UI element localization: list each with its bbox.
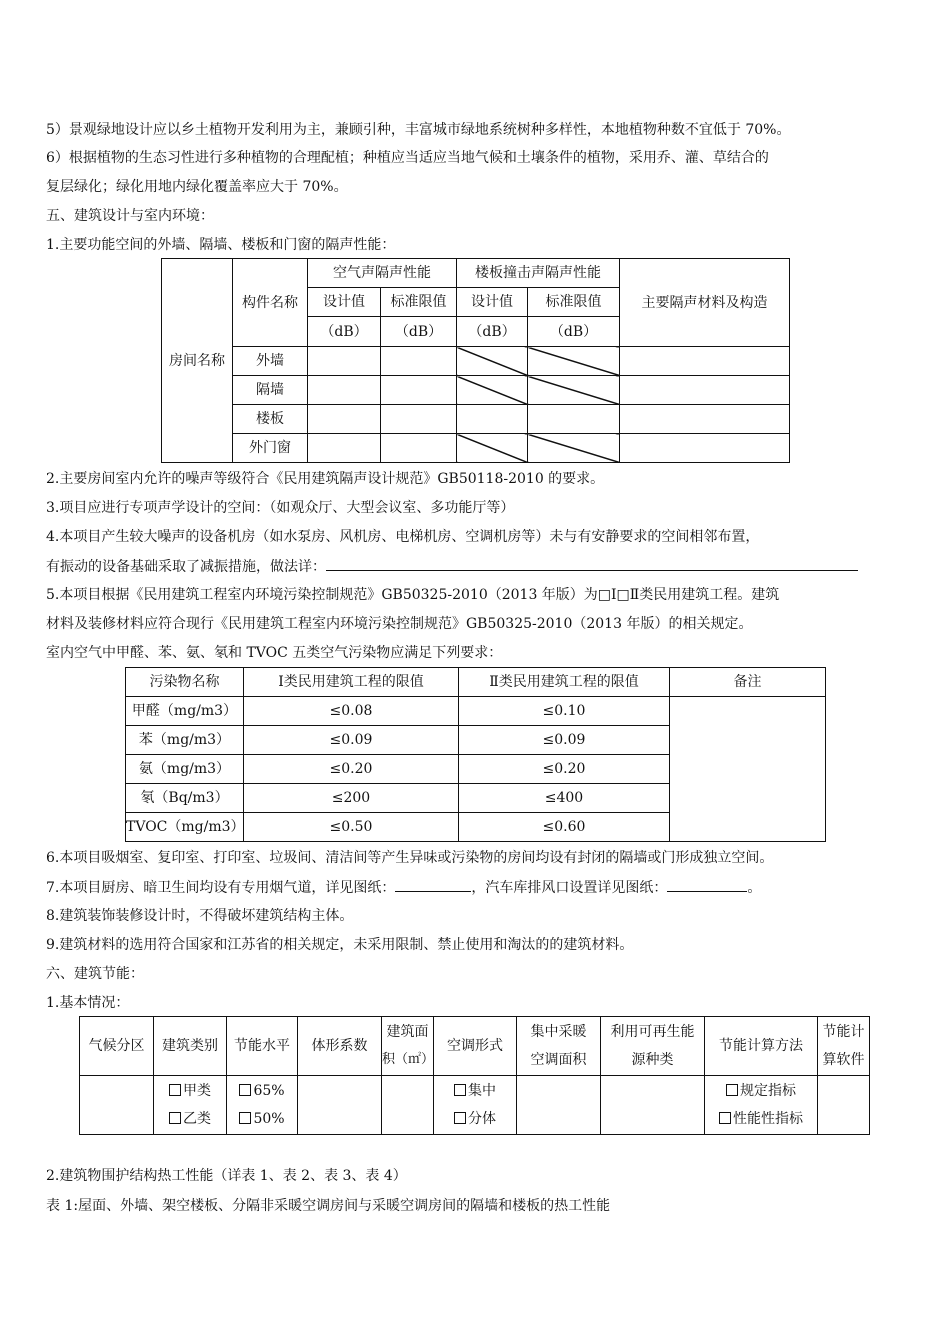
limit-class1: ≤0.08 [244,697,459,726]
room-name-cell: 房间名称 [162,259,233,463]
header-ac-form: 空调形式 [434,1017,517,1076]
item-5-2: 2.主要房间室内允许的噪声等级符合《民用建筑隔声设计规范》GB50118-2010 的要求。 [46,471,605,487]
cell-slash [457,347,528,376]
cell [381,434,457,463]
cell [308,434,381,463]
header-central-b: 空调面积 [530,1052,587,1068]
pollutant-tvoc: TVOC（mg/m3） [126,813,244,842]
cell-climate [80,1076,154,1135]
component-name-header: 构件名称 [233,259,308,347]
pollutant-header-class2: Ⅱ类民用建筑工程的限值 [459,668,670,697]
cell-slash [528,347,620,376]
header-software-a: 节能计 [822,1024,865,1040]
limit-class2: ≤0.60 [459,813,670,842]
item-5-3: 3.项目应进行专项声学设计的空间：（如观众厅、大型会议室、多功能厅等） [46,500,515,516]
cell [457,405,528,434]
cell [381,347,457,376]
para-planting-6b: 复层绿化；绿化用地内绿化覆盖率应大于 70%。 [46,179,348,195]
checkbox-icon[interactable] [239,1084,251,1096]
pollutant-table [125,667,826,842]
item-5-7 [46,877,761,898]
limit-class2: ≤0.09 [459,726,670,755]
checkbox-label: 65% [253,1083,285,1099]
cell [620,434,790,463]
limit-class2: ≤0.10 [459,697,670,726]
header-area [382,1017,434,1076]
checkbox-icon[interactable] [169,1084,181,1096]
cell-saving-level [227,1076,298,1135]
para-planting-6a: 6）根据植物的生态习性进行多种植物的合理配植；种植应当适应当地气候和土壤条件的植物，采用乔、灌、草结合的 [46,150,769,166]
cell-slash [528,434,620,463]
item-5-7-text-a: 7.本项目厨房、暗卫生间均设有专用烟气道，详见图纸： [46,880,396,896]
cell [308,347,381,376]
fill-blank[interactable] [326,556,858,571]
cell [620,405,790,434]
item-5-1: 1.主要功能空间的外墙、隔墙、楼板和门窗的隔声性能： [46,237,396,253]
header-area-b: 积（㎡） [382,1052,435,1067]
item-5-7-text-b: ，汽车库排风口设置详见图纸： [471,880,668,896]
item-6-1: 1.基本情况： [46,995,130,1011]
header-software-b: 算软件 [822,1052,865,1068]
unit-db: （dB） [381,317,457,347]
pollutant-radon: 氡（Bq/m3） [126,784,244,813]
remark-cell [670,697,826,842]
checkbox-label: 分体 [468,1111,496,1127]
pollutant-header-remark: 备注 [670,668,826,697]
materials-header: 主要隔声材料及构造 [620,259,790,347]
cell-ac-form [434,1076,517,1135]
fill-blank-garage[interactable] [667,877,747,892]
row-exterior-wall: 外墙 [233,347,308,376]
checkbox-performance[interactable] [705,1105,817,1133]
unit-db: （dB） [528,317,620,347]
header-renew-b: 源种类 [631,1052,674,1068]
checkbox-label: 规定指标 [740,1083,796,1099]
limit-class2: ≤0.20 [459,755,670,784]
item-6-2: 2.建筑物围护结构热工性能（详表 1、表 2、表 3、表 4） [46,1168,407,1184]
unit-db: （dB） [457,317,528,347]
cell-slash [457,376,528,405]
cell-slash [528,376,620,405]
header-building-type: 建筑类别 [154,1017,227,1076]
cell [381,405,457,434]
limit-class1: ≤0.20 [244,755,459,784]
air-std-limit-header: 标准限值 [381,288,457,317]
para-landscape-5: 5）景观绿地设计应以乡土植物开发利用为主，兼顾引种，丰富城市绿地系统树种多样性，本地植物种数不宜低于 70%。 [46,122,791,138]
checkbox-label: 乙类 [183,1111,211,1127]
impact-std-limit-header: 标准限值 [528,288,620,317]
impact-sound-header: 楼板撞击声隔声性能 [457,259,620,288]
item-5-5a: 5.本项目根据《民用建筑工程室内环境污染控制规范》GB50325-2010（2013 年版）为□Ⅰ□Ⅱ类民用建筑工程。建筑 [46,587,780,603]
item-5-6: 6.本项目吸烟室、复印室、打印室、垃圾间、清洁间等产生异味或污染物的房间均设有封闭的隔墙或门形成独立空间。 [46,850,774,866]
header-central-a: 集中采暖 [530,1024,587,1040]
limit-class2: ≤400 [459,784,670,813]
cell-shape-coef [298,1076,382,1135]
row-partition-wall: 隔墙 [233,376,308,405]
row-exterior-doors-windows: 外门窗 [233,434,308,463]
cell-calc-method [705,1076,818,1135]
table-1-caption: 表 1:屋面、外墙、架空楼板、分隔非采暖空调房间与采暖空调房间的隔墙和楼板的热工性能 [46,1198,611,1214]
checkbox-icon[interactable] [454,1112,466,1124]
checkbox-65[interactable] [227,1077,297,1105]
pollutant-header-class1: Ⅰ类民用建筑工程的限值 [244,668,459,697]
checkbox-icon[interactable] [726,1084,738,1096]
checkbox-icon[interactable] [719,1112,731,1124]
checkbox-prescriptive[interactable] [705,1077,817,1105]
fill-blank-kitchen[interactable] [395,877,471,892]
header-shape-coef: 体形系数 [298,1017,382,1076]
pollutant-header-name: 污染物名称 [126,668,244,697]
item-5-4b-text: 有振动的设备基础采取了减振措施，做法详： [46,559,326,575]
header-central-area [517,1017,601,1076]
section-heading-5: 五、建筑设计与室内环境： [46,208,214,224]
pollutant-formaldehyde: 甲醛（mg/m3） [126,697,244,726]
air-sound-header: 空气声隔声性能 [308,259,457,288]
checkbox-label: 甲类 [183,1083,211,1099]
checkbox-icon[interactable] [169,1112,181,1124]
cell-central-area [517,1076,601,1135]
checkbox-class-b[interactable] [154,1105,226,1133]
item-5-4a: 4.本项目产生较大噪声的设备机房（如水泵房、风机房、电梯机房、空调机房等）未与有安静要求的空间相邻布置， [46,529,760,545]
checkbox-label: 50% [253,1111,285,1127]
limit-class1: ≤0.09 [244,726,459,755]
energy-basic-table [79,1016,870,1135]
item-5-5c: 室内空气中甲醛、苯、氨、氡和 TVOC 五类空气污染物应满足下列要求： [46,645,503,661]
pollutant-ammonia: 氨（mg/m3） [126,755,244,784]
checkbox-label: 集中 [468,1083,496,1099]
impact-design-value-header: 设计值 [457,288,528,317]
cell [620,376,790,405]
limit-class1: ≤0.50 [244,813,459,842]
checkbox-central[interactable] [434,1077,516,1105]
cell-software [818,1076,870,1135]
item-5-5b: 材料及装修材料应符合现行《民用建筑工程室内环境污染控制规范》GB50325-2010（2013 年版）的相关规定。 [46,616,753,632]
air-design-value-header: 设计值 [308,288,381,317]
checkbox-icon[interactable] [454,1084,466,1096]
checkbox-icon[interactable] [239,1112,251,1124]
sound-insulation-table [161,258,790,463]
cell [528,405,620,434]
header-area-a: 建筑面 [386,1024,429,1040]
checkbox-split[interactable] [434,1105,516,1133]
item-5-4b [46,556,858,577]
checkbox-50[interactable] [227,1105,297,1133]
cell-building-type [154,1076,227,1135]
row-floor-slab: 楼板 [233,405,308,434]
cell-area [382,1076,434,1135]
header-saving-level: 节能水平 [227,1017,298,1076]
limit-class1: ≤200 [244,784,459,813]
unit-db: （dB） [308,317,381,347]
header-renewable [601,1017,705,1076]
header-climate: 气候分区 [80,1017,154,1076]
header-renew-a: 利用可再生能 [610,1024,695,1040]
item-5-8: 8.建筑装饰装修设计时，不得破坏建筑结构主体。 [46,908,354,924]
cell-slash [457,434,528,463]
section-heading-6: 六、建筑节能： [46,966,144,982]
cell [308,405,381,434]
cell [308,376,381,405]
checkbox-label: 性能性指标 [733,1111,803,1127]
item-5-7-text-c: 。 [747,880,762,896]
cell [381,376,457,405]
header-calc-method: 节能计算方法 [705,1017,818,1076]
cell [620,347,790,376]
cell-renewable [601,1076,705,1135]
header-software [818,1017,870,1076]
pollutant-benzene: 苯（mg/m3） [126,726,244,755]
item-5-9: 9.建筑材料的选用符合国家和江苏省的相关规定，未采用限制、禁止使用和淘汰的的建筑材料。 [46,937,634,953]
checkbox-class-a[interactable] [154,1077,226,1105]
